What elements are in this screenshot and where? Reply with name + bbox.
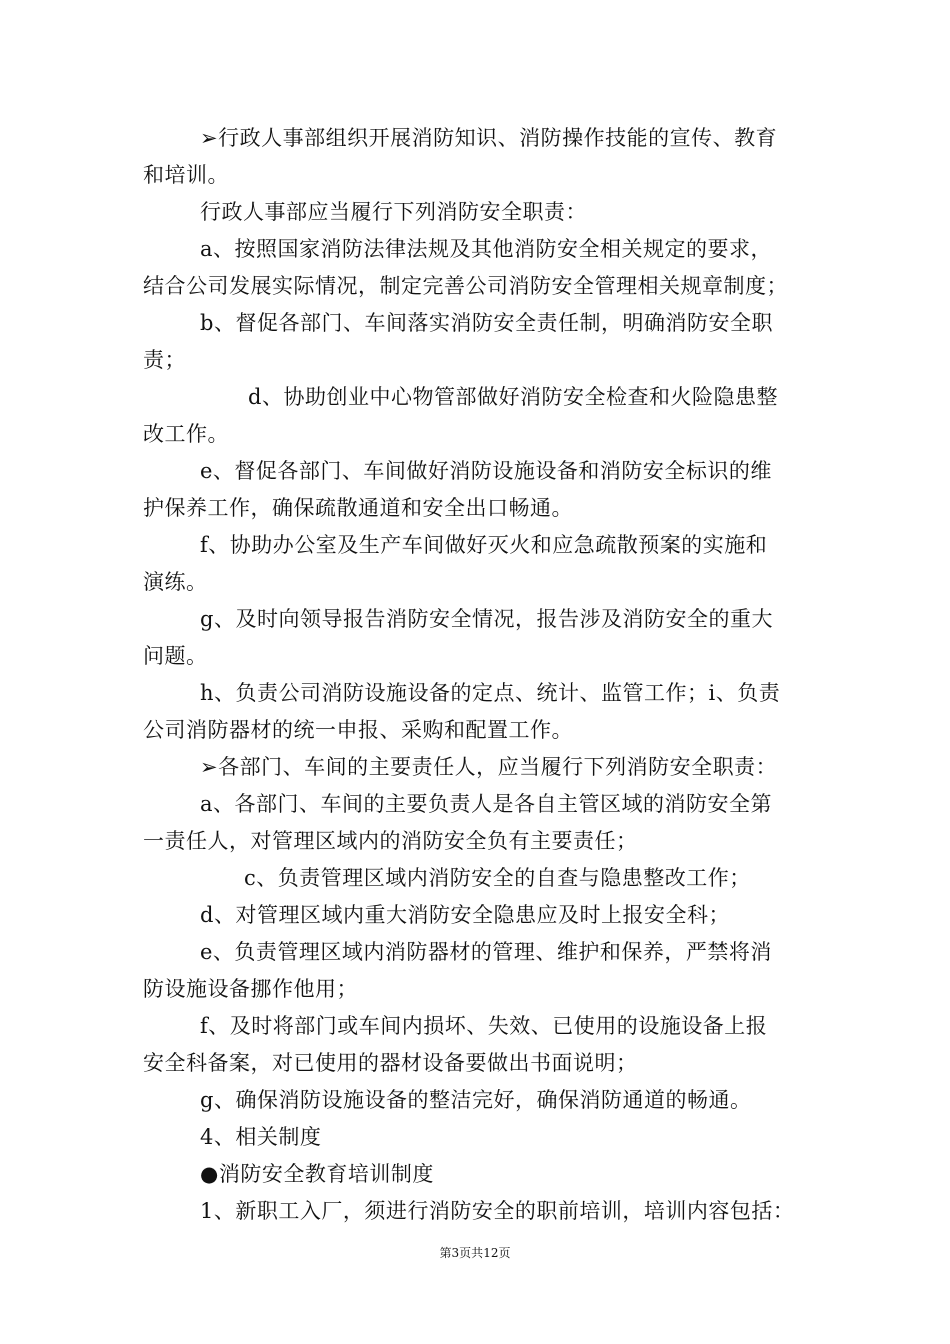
text-line: a、按照国家消防法律法规及其他消防安全相关规定的要求， bbox=[200, 237, 773, 261]
text-line: ●消防安全教育培训制度 bbox=[200, 1162, 434, 1186]
page-number-footer bbox=[0, 1245, 950, 1261]
text-line: e、督促各部门、车间做好消防设施设备和消防安全标识的维 bbox=[200, 459, 772, 483]
text-line: g、确保消防设施设备的整洁完好，确保消防通道的畅通。 bbox=[200, 1088, 752, 1112]
text-line: 问题。 bbox=[143, 644, 208, 668]
text-line: 4、相关制度 bbox=[200, 1125, 322, 1149]
footer-prefix: 第 bbox=[439, 1246, 452, 1260]
text-line: h、负责公司消防设施设备的定点、统计、监管工作；i、负责 bbox=[200, 681, 781, 705]
text-line: f、协助办公室及生产车间做好灭火和应急疏散预案的实施和 bbox=[200, 533, 768, 557]
text-line: 公司消防器材的统一申报、采购和配置工作。 bbox=[143, 718, 573, 742]
text-line: 和培训。 bbox=[143, 163, 229, 187]
text-line: a、各部门、车间的主要负责人是各自主管区域的消防安全第 bbox=[200, 792, 773, 816]
footer-suffix: 页 bbox=[498, 1246, 511, 1260]
text-line: 1、新职工入厂，须进行消防安全的职前培训，培训内容包括： bbox=[200, 1199, 795, 1223]
text-line: e、负责管理区域内消防器材的管理、维护和保养，严禁将消 bbox=[200, 940, 772, 964]
text-line: ➢各部门、车间的主要责任人，应当履行下列消防安全职责： bbox=[200, 755, 778, 779]
text-line: ➢行政人事部组织开展消防知识、消防操作技能的宣传、教育 bbox=[200, 126, 778, 150]
footer-middle: 页共 bbox=[459, 1246, 484, 1260]
text-line: c、负责管理区域内消防安全的自查与隐患整改工作； bbox=[244, 866, 751, 890]
text-line: 防设施设备挪作他用； bbox=[143, 977, 358, 1001]
text-line: 结合公司发展实际情况，制定完善公司消防安全管理相关规章制度； bbox=[143, 274, 788, 298]
text-line: 一责任人，对管理区域内的消防安全负有主要责任； bbox=[143, 829, 638, 853]
text-line: 行政人事部应当履行下列消防安全职责： bbox=[200, 200, 587, 224]
text-line: 护保养工作，确保疏散通道和安全出口畅通。 bbox=[143, 496, 573, 520]
footer-current-page: 3 bbox=[451, 1246, 460, 1260]
text-line: 安全科备案，对已使用的器材设备要做出书面说明； bbox=[143, 1051, 638, 1075]
footer-total-pages: 12 bbox=[483, 1246, 499, 1260]
text-line: 演练。 bbox=[143, 570, 208, 594]
text-line: d、协助创业中心物管部做好消防安全检查和火险隐患整 bbox=[248, 385, 778, 409]
text-line: f、及时将部门或车间内损坏、失效、已使用的设施设备上报 bbox=[200, 1014, 768, 1038]
text-line: g、及时向领导报告消防安全情况，报告涉及消防安全的重大 bbox=[200, 607, 773, 631]
text-line: d、对管理区域内重大消防安全隐患应及时上报安全科； bbox=[200, 903, 730, 927]
text-line: 改工作。 bbox=[143, 422, 229, 446]
text-line: 责； bbox=[143, 348, 186, 372]
text-line: b、督促各部门、车间落实消防安全责任制，明确消防安全职 bbox=[200, 311, 773, 335]
